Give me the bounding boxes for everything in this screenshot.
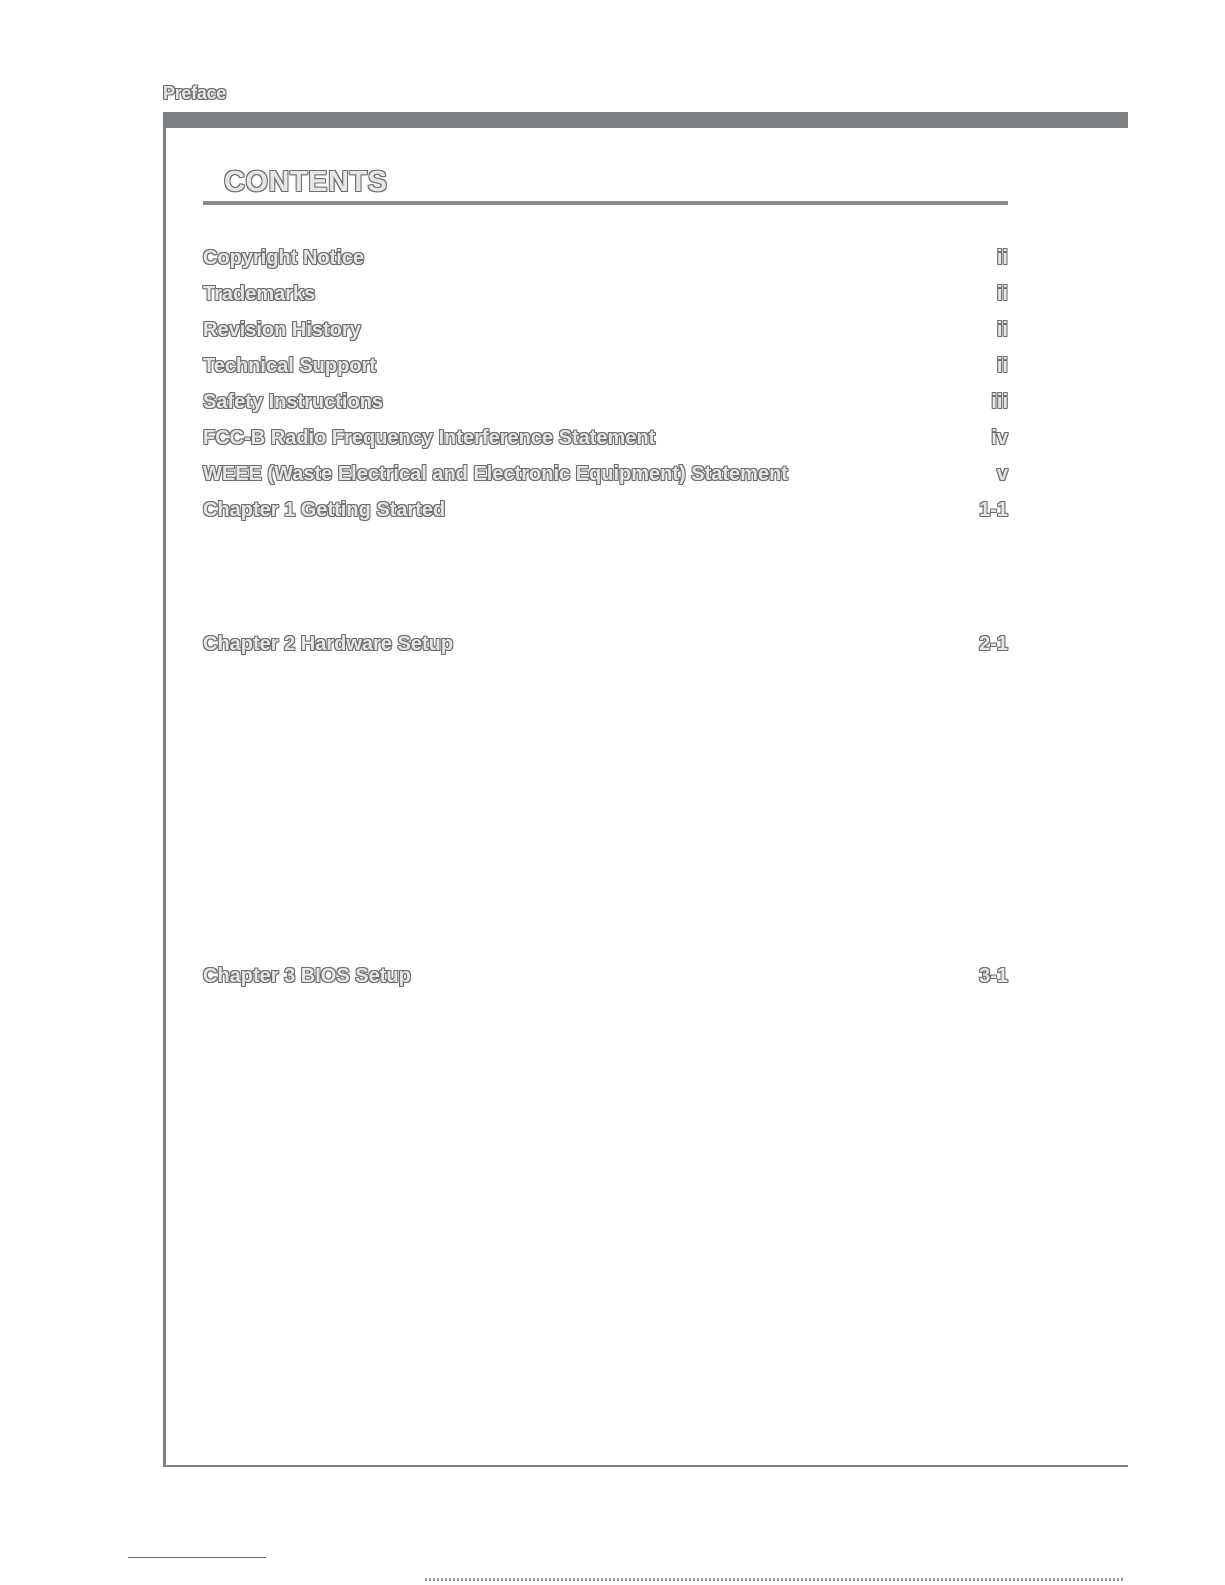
toc-entry-page: 1-1: [979, 499, 1008, 521]
toc-dot-leader: [447, 494, 977, 518]
toc-dot-leader: [385, 386, 989, 410]
toc-entry-fcc-statement[interactable]: [203, 420, 1008, 450]
toc-entry-label: WEEE (Waste Electrical and Electronic Equipment) Statement: [203, 463, 788, 485]
toc-entry-label: Revision History: [203, 319, 361, 341]
toc-entry-trademarks[interactable]: [203, 276, 1008, 306]
toc-entry-chapter-1[interactable]: [203, 492, 1008, 522]
toc-entry-page: v: [996, 463, 1008, 485]
toc-entry-chapter-3[interactable]: [203, 958, 1008, 988]
toc-entry-page: ii: [996, 283, 1008, 305]
contents-title: CONTENTS: [224, 166, 388, 198]
toc-entry-label: FCC-B Radio Frequency Interference Statement: [203, 427, 656, 449]
toc-entry-safety-instructions[interactable]: [203, 384, 1008, 414]
toc-entry-page: ii: [996, 355, 1008, 377]
toc-entry-revision-history[interactable]: [203, 312, 1008, 342]
toc-entry-chapter-2[interactable]: [203, 626, 1008, 656]
toc-entry-copyright[interactable]: [203, 240, 1008, 270]
section-label: Preface: [163, 83, 226, 103]
toc-entry-label: Chapter 3 BIOS Setup: [203, 965, 411, 987]
header-bar: [163, 112, 1128, 128]
toc-entry-label: Technical Support: [203, 355, 376, 377]
contents-title-underline: [203, 201, 1008, 205]
footer-dashed-rule: [425, 1578, 1125, 1581]
toc-dot-leader: [455, 628, 977, 652]
toc-dot-leader: [790, 458, 995, 482]
toc-dot-leader: [657, 422, 989, 446]
toc-dot-leader: [363, 314, 995, 338]
toc-entry-page: iv: [991, 427, 1008, 449]
toc-entry-label: Safety Instructions: [203, 391, 384, 413]
toc-entry-page: iii: [991, 391, 1008, 413]
toc-dot-leader: [378, 350, 995, 374]
footer-link-underline: [128, 1557, 266, 1558]
toc-entry-label: Chapter 1 Getting Started: [203, 499, 446, 521]
toc-entry-page: 2-1: [979, 633, 1008, 655]
bottom-border-rule: [163, 1465, 1128, 1467]
toc-dot-leader: [413, 960, 977, 984]
toc-entry-weee-statement[interactable]: [203, 456, 1008, 486]
toc-dot-leader: [366, 242, 995, 266]
toc-entry-technical-support[interactable]: [203, 348, 1008, 378]
toc-entry-page: 3-1: [979, 965, 1008, 987]
toc-entry-page: ii: [996, 319, 1008, 341]
toc-dot-leader: [317, 278, 995, 302]
left-border-rule: [163, 112, 166, 1467]
toc-entry-label: Chapter 2 Hardware Setup: [203, 633, 454, 655]
toc-entry-label: Copyright Notice: [203, 247, 365, 269]
toc-entry-page: ii: [996, 247, 1008, 269]
toc-entry-label: Trademarks: [203, 283, 316, 305]
